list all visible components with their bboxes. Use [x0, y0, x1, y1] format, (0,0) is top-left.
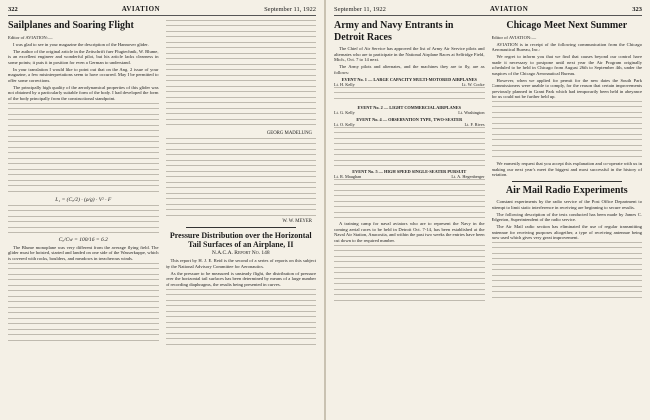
issue-date-right: September 11, 1922	[334, 6, 386, 13]
paragraph: We regret to inform you that we find that causes beyond our control have made it necessary to postpone until next year the Air Program originally scheduled to be held in Chicago from August 26th to September 4th, under the auspices of the Chicago Aeronautical Bureau.	[491, 54, 642, 76]
article-title-radio: Air Mail Radio Experiments	[505, 184, 628, 196]
table-row	[334, 110, 485, 115]
right-page	[326, 0, 650, 420]
alternate-name: Lt. Washington	[458, 110, 485, 115]
table-continued	[334, 127, 485, 167]
issue-date-left: September 11, 1922	[264, 6, 316, 13]
report-number: N.A.C.A. Report No. 148	[211, 250, 270, 257]
event-heading: EVENT No. 1 — LARGE CAPACITY MULTI-MOTORED AIRPLANES	[341, 77, 477, 82]
pilot-name: Lt. O. Kelly	[334, 122, 355, 127]
body-text-continued	[8, 263, 159, 343]
divider	[186, 227, 297, 228]
right-column-1	[334, 20, 485, 420]
paragraph: We earnestly request that you accept this explanation and co-operate with us in making our next year's meet the biggest and most successful in the history of aviation.	[491, 161, 642, 177]
pilot-name: Lt. R. Maughan	[334, 174, 362, 179]
left-running-head	[8, 5, 316, 16]
article-title-chicago: Chicago Meet Next Summer	[506, 20, 628, 31]
body-text-continued	[8, 103, 159, 195]
formula-ratio: Cₐ/Cw = 100/16 = 6.2	[58, 236, 108, 243]
journal-title-right: AVIATION	[489, 5, 529, 13]
signature-meyer: W. W. MEYER	[282, 219, 312, 224]
paragraph: The Army pilots and alternates, and the machines they are to fly, are as follows:	[334, 64, 485, 75]
body-text-continued	[166, 289, 317, 349]
article-title-entrants: Army and Navy Entrants in Detroit Races	[334, 20, 454, 43]
body-text-continued	[166, 138, 317, 218]
body-text-continued	[334, 245, 485, 305]
paragraph: However, when we applied for permit for the new dates the South Park Commissioners were unable to comply, for the reason that certain improvements previously planned in Grant Park which had temporarily been held in abeyance for us could not be further held up.	[491, 77, 642, 99]
paragraph: The following description of the tests conducted has been made by James C. Edgerton, Superintendent of the radio service.	[491, 211, 642, 222]
right-column-2	[492, 20, 643, 420]
salutation: Editor of AVIATION:—	[8, 34, 53, 40]
paragraph: AVIATION is in receipt of the following communication from the Chicago Aeronautical Bureau, Inc.:	[491, 41, 642, 52]
left-column-1	[8, 20, 159, 420]
article-title-pressure: Pressure Distribution over the Horizontal Tail Surfaces of an Airplane, II	[169, 231, 312, 250]
table-continued	[334, 87, 485, 103]
pilot-name: Lt. G. Kelly	[334, 110, 355, 115]
paragraph: As the pressure to be measured is unsteady flight, the distribution of pressure over the horizontal tail surfaces has been determined by means of a large number of recording diaphragms, the results being presented in curves.	[165, 270, 316, 287]
event-heading: EVENT No. 4 — OBSERVATION TYPE, TWO-SEATER	[356, 117, 463, 122]
article-title-sailplanes: Sailplanes and Soaring Flight	[8, 20, 134, 31]
event-heading: EVENT No. 5 — HIGH SPEED SINGLE-SEATER PURSUIT	[352, 169, 467, 174]
paragraph: I was glad to see in your magazine the description of the Hannover glider.	[13, 41, 149, 47]
body-text-continued	[166, 20, 317, 130]
left-page-number: 322	[8, 6, 18, 13]
body-text-continued	[492, 242, 643, 302]
alternate-name: Lt. F. Rives	[464, 122, 485, 127]
entrants-table	[334, 77, 485, 219]
paragraph: The Air Mail radio section has eliminated the use of regular transmitting antennae for receiving purposes altogether, a type of receiving antennae being now used which gives very great improvement.	[491, 224, 642, 240]
table-continued	[334, 179, 485, 219]
body-text-continued	[8, 205, 159, 235]
body-text-continued	[492, 101, 643, 161]
signature-madelung: GEORG MADELUNG	[266, 131, 312, 136]
formula-lift: L₁ = (Cₐ/2) · (ρ/g) · V² · F	[55, 196, 112, 203]
divider	[512, 181, 623, 182]
alternate-name: Lt. A. Hegenberger	[451, 174, 485, 179]
paragraph: Constant experiments by the radio service of the Post Office Department to attempt to limit static interference in receiving are beginning to secure results.	[491, 199, 642, 210]
right-running-head	[334, 5, 642, 16]
paragraph: The Chief of Air Service has approved the list of Army Air Service pilots and alternates who are to participate in the National Airplane Races at Selfridge Field, Mich., Oct. 7 to 14 next.	[334, 46, 485, 62]
left-page	[0, 0, 324, 420]
salutation: Editor of AVIATION:—	[491, 34, 537, 40]
paragraph: The Blume monoplane was very different from the average flying field. The glider must be hoisted, started and landed on one side of the Wasserkuppe, which is covered with rocks, boulders, and meadows in treacherous winds.	[8, 244, 159, 261]
journal-title-left: AVIATION	[121, 5, 161, 13]
right-page-number: 323	[632, 6, 642, 13]
paragraph: In your translation I would like to point out that on the Ang. 2 issue of your magazine, a few misinterpretations seem to have occurred. May I be permitted to offer some corrections.	[8, 66, 159, 83]
left-column-2	[166, 20, 317, 420]
paragraph: The author of the original article in the Zeitschrift fuer Flugtechnik, W. Blume, is an excellent engineer and wonderful pilot, but his article lacks clearness in some points; it puts it in position for even a German to understand.	[8, 48, 159, 65]
pilot-name: Lt. H. Kelly	[334, 82, 355, 87]
paragraph: A training camp for naval aviators who are to represent the Navy in the coming aerial races to be held in Detroit Oct. 7-14, has been established at the Naval Air Station, Anacostia, and within the past two weeks the entries have been cut down to the required number.	[334, 221, 485, 243]
event-heading: EVENT No. 2 — LIGHT COMMERCIAL AIRPLANES	[357, 105, 462, 110]
alternate-name: Lt. W. Cocke	[461, 82, 485, 87]
paragraph: The principally high quality of the aerodynamical properties of this glider was not obtained by a particularly suitable form of the body. I had developed the form of the body principally from the constructional standpoint.	[8, 84, 159, 101]
paragraph: This report by H. J. E. Reid is the second of a series of reports on this subject by the National Advisory Committee for Aeronautics.	[165, 258, 316, 269]
